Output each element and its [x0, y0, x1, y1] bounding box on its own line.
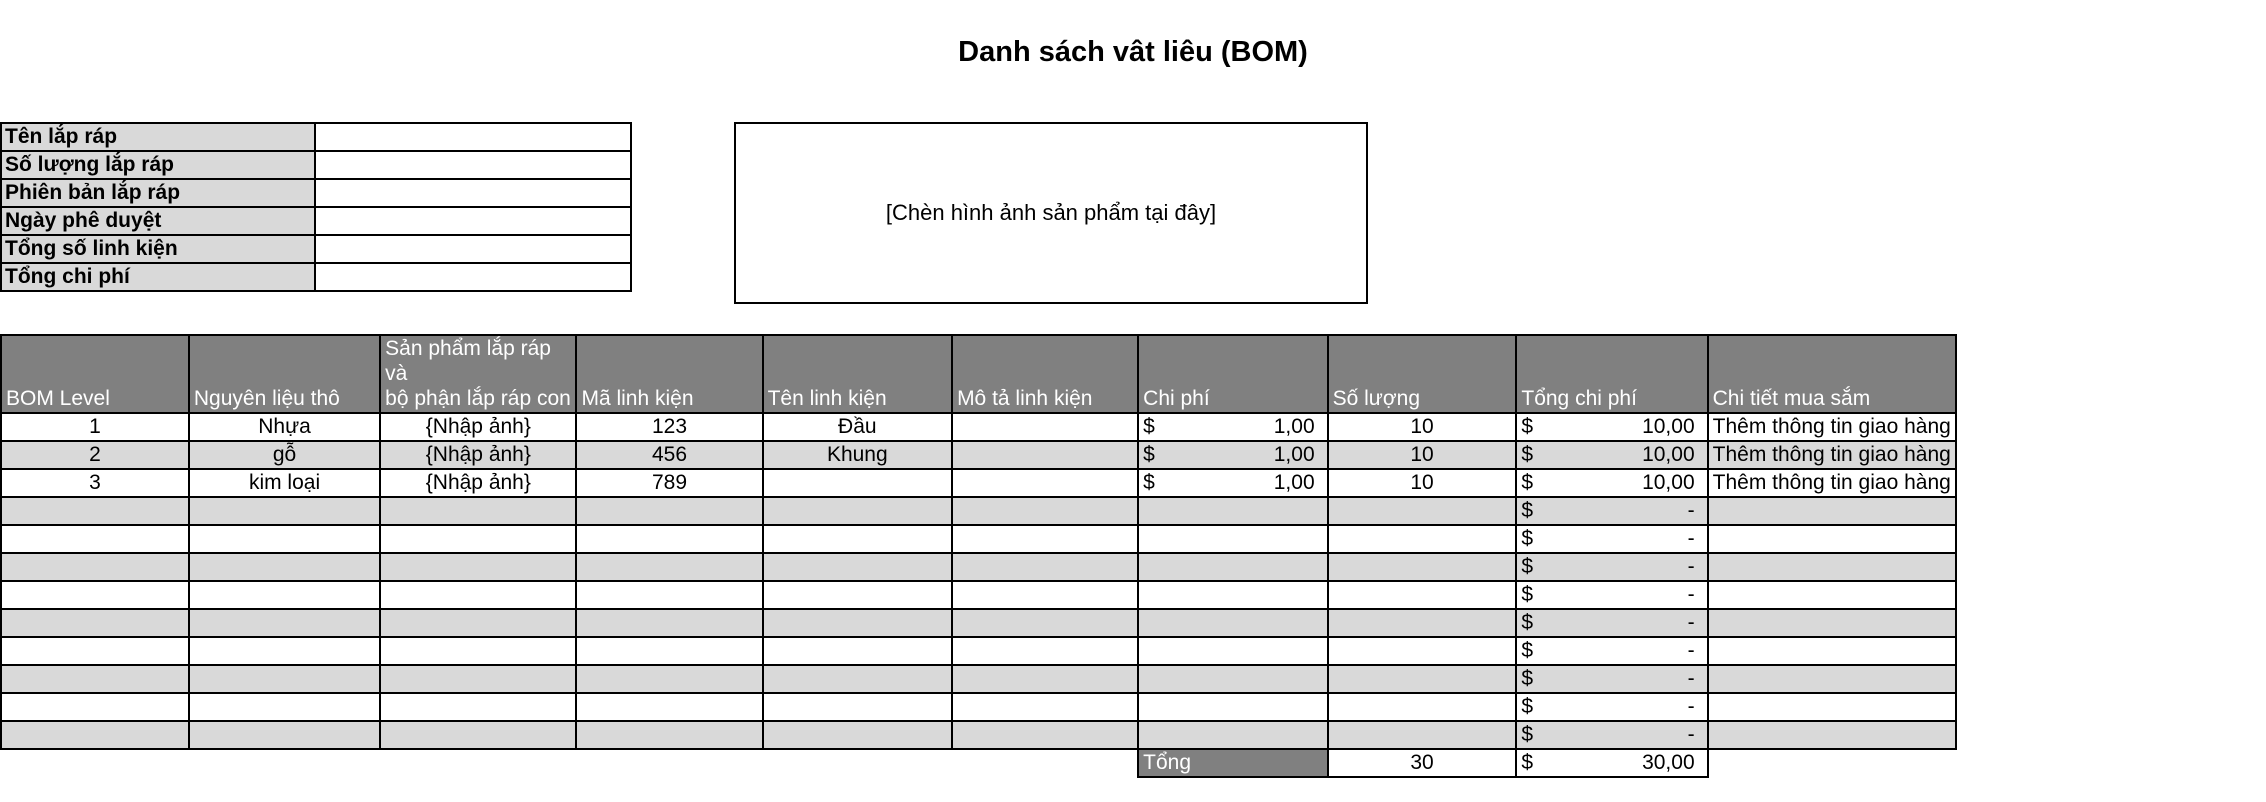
cell-procurement[interactable]	[1708, 637, 1956, 665]
cell-raw-material[interactable]: gỗ	[189, 441, 380, 469]
cell-cost[interactable]	[1138, 693, 1327, 721]
cell-assembly[interactable]: {Nhập ảnh}	[380, 469, 576, 497]
total-value: 10,00	[1642, 443, 1695, 466]
cell-bom-level[interactable]	[1, 497, 189, 525]
image-placeholder-text: [Chèn hình ảnh sản phẩm tại đây]	[885, 200, 1217, 225]
total-currency: $	[1521, 667, 1534, 690]
cell-assembly[interactable]	[380, 637, 576, 665]
table-row	[1, 693, 2265, 721]
total-value: -	[1687, 639, 1695, 662]
cell-total-cost[interactable]	[1516, 553, 1707, 581]
table-row	[1, 609, 2265, 637]
total-wrapper	[1521, 526, 1702, 552]
cell-bom-level[interactable]	[1, 637, 189, 665]
header-part-name: Tên linh kiện	[763, 335, 953, 413]
info-value-cell[interactable]	[315, 235, 631, 263]
cell-raw-material[interactable]	[189, 693, 380, 721]
cell-assembly[interactable]: {Nhập ảnh}	[380, 441, 576, 469]
info-value-cell[interactable]	[315, 263, 631, 291]
info-value-cell[interactable]	[315, 179, 631, 207]
cell-part-description[interactable]	[952, 637, 1138, 665]
totals-label: Tổng	[1138, 749, 1327, 777]
cell-bom-level[interactable]	[1, 693, 189, 721]
cell-part-name[interactable]	[763, 525, 953, 553]
cell-part-name[interactable]: Đầu	[763, 413, 953, 441]
total-wrapper	[1521, 498, 1702, 524]
cost-wrapper	[1143, 414, 1322, 440]
cell-procurement[interactable]	[1708, 609, 1956, 637]
cell-part-number[interactable]: 123	[576, 413, 762, 441]
cell-quantity[interactable]	[1328, 609, 1517, 637]
total-wrapper	[1521, 666, 1702, 692]
total-value: -	[1687, 555, 1695, 578]
cell-part-name[interactable]	[763, 497, 953, 525]
cell-part-description[interactable]	[952, 497, 1138, 525]
header-procurement: Chi tiết mua sắm	[1708, 335, 1956, 413]
cell-cost[interactable]	[1138, 581, 1327, 609]
cell-part-description[interactable]	[952, 525, 1138, 553]
cell-quantity[interactable]: 10	[1328, 441, 1517, 469]
cell-part-number[interactable]	[576, 693, 762, 721]
total-currency: $	[1521, 415, 1534, 438]
total-currency: $	[1521, 611, 1534, 634]
cell-total-cost[interactable]	[1516, 497, 1707, 525]
cell-part-description[interactable]	[952, 609, 1138, 637]
cell-raw-material[interactable]	[189, 525, 380, 553]
cell-procurement[interactable]	[1708, 553, 1956, 581]
cost-currency: $	[1143, 443, 1155, 466]
cell-part-description[interactable]	[952, 469, 1138, 497]
cell-bom-level[interactable]: 1	[1, 413, 189, 441]
cell-procurement[interactable]	[1708, 525, 1956, 553]
cell-cost[interactable]	[1138, 413, 1327, 441]
header-cost: Chi phí	[1138, 335, 1327, 413]
product-image-placeholder[interactable]	[734, 122, 1368, 304]
cell-procurement[interactable]: Thêm thông tin giao hàng	[1708, 441, 1956, 469]
cell-raw-material[interactable]	[189, 581, 380, 609]
cell-assembly[interactable]	[380, 721, 576, 749]
info-row	[1, 235, 631, 263]
totals-spacer	[763, 749, 953, 777]
cost-value: 1,00	[1273, 471, 1315, 494]
cell-total-cost[interactable]	[1516, 525, 1707, 553]
table-row	[1, 581, 2265, 609]
cell-total-cost[interactable]	[1516, 581, 1707, 609]
info-row	[1, 263, 631, 291]
cell-cost[interactable]	[1138, 665, 1327, 693]
cell-assembly[interactable]	[380, 525, 576, 553]
cell-assembly[interactable]	[380, 665, 576, 693]
total-value: -	[1687, 527, 1695, 550]
table-row	[1, 469, 2265, 497]
cell-total-cost[interactable]	[1516, 609, 1707, 637]
cell-part-description[interactable]	[952, 441, 1138, 469]
total-value: 10,00	[1642, 415, 1695, 438]
cell-quantity[interactable]: 10	[1328, 469, 1517, 497]
totals-value: 30,00	[1642, 751, 1695, 774]
info-label: Ngày phê duyệt	[1, 207, 315, 235]
header-part-description: Mô tả linh kiện	[952, 335, 1138, 413]
totals-cost	[1516, 749, 1707, 777]
cell-bom-level[interactable]: 2	[1, 441, 189, 469]
cell-bom-level[interactable]	[1, 665, 189, 693]
cell-cost[interactable]	[1138, 441, 1327, 469]
total-value: -	[1687, 583, 1695, 606]
assembly-info-table	[0, 122, 632, 292]
cell-part-number[interactable]	[576, 525, 762, 553]
cell-part-name[interactable]	[763, 469, 953, 497]
total-wrapper	[1521, 442, 1702, 468]
cell-cost[interactable]	[1138, 721, 1327, 749]
cell-raw-material[interactable]	[189, 609, 380, 637]
cell-part-number[interactable]: 456	[576, 441, 762, 469]
cell-cost[interactable]	[1138, 469, 1327, 497]
info-row	[1, 123, 631, 151]
cell-bom-level[interactable]	[1, 581, 189, 609]
bom-table	[0, 334, 2266, 778]
cell-assembly[interactable]	[380, 693, 576, 721]
header-part-number: Mã linh kiện	[576, 335, 762, 413]
total-wrapper	[1521, 414, 1702, 440]
cell-procurement[interactable]	[1708, 721, 1956, 749]
cell-procurement[interactable]: Thêm thông tin giao hàng	[1708, 469, 1956, 497]
cost-currency: $	[1143, 415, 1155, 438]
cell-bom-level[interactable]: 3	[1, 469, 189, 497]
table-row	[1, 497, 2265, 525]
info-label: Tổng số linh kiện	[1, 235, 315, 263]
cell-part-name[interactable]	[763, 693, 953, 721]
totals-spacer	[380, 749, 576, 777]
total-currency: $	[1521, 471, 1534, 494]
cell-part-name[interactable]	[763, 609, 953, 637]
cell-quantity[interactable]	[1328, 525, 1517, 553]
cell-assembly[interactable]	[380, 553, 576, 581]
totals-spacer	[1708, 749, 1956, 777]
total-value: -	[1687, 723, 1695, 746]
cell-quantity[interactable]	[1328, 497, 1517, 525]
cell-cost[interactable]	[1138, 637, 1327, 665]
table-row	[1, 525, 2265, 553]
table-row	[1, 553, 2265, 581]
info-row	[1, 151, 631, 179]
total-wrapper	[1521, 582, 1702, 608]
cell-raw-material[interactable]	[189, 637, 380, 665]
cost-value: 1,00	[1273, 415, 1315, 438]
bom-header-row	[1, 335, 2265, 413]
cell-assembly[interactable]	[380, 609, 576, 637]
total-value: -	[1687, 499, 1695, 522]
total-currency: $	[1521, 723, 1534, 746]
cell-total-cost[interactable]	[1516, 413, 1707, 441]
cell-part-name[interactable]	[763, 553, 953, 581]
cell-part-number[interactable]	[576, 721, 762, 749]
header-assembly-line1: Sản phẩm lắp ráp và	[385, 337, 551, 385]
cell-procurement[interactable]	[1708, 581, 1956, 609]
cost-wrapper	[1143, 470, 1322, 496]
info-value-cell[interactable]	[315, 123, 631, 151]
cell-quantity[interactable]	[1328, 637, 1517, 665]
total-wrapper	[1521, 694, 1702, 720]
table-row	[1, 721, 2265, 749]
cell-bom-level[interactable]	[1, 553, 189, 581]
total-value: 10,00	[1642, 471, 1695, 494]
total-currency: $	[1521, 499, 1534, 522]
cell-part-description[interactable]	[952, 721, 1138, 749]
cell-total-cost[interactable]	[1516, 637, 1707, 665]
header-bom-level: BOM Level	[1, 335, 189, 413]
cell-bom-level[interactable]	[1, 609, 189, 637]
header-assembly-line2: bộ phận lắp ráp con	[385, 387, 571, 410]
page-title: Danh sách vât liêu (BOM)	[958, 36, 1308, 68]
cell-part-name[interactable]: Khung	[763, 441, 953, 469]
cell-quantity[interactable]	[1328, 665, 1517, 693]
cell-part-description[interactable]	[952, 665, 1138, 693]
info-label: Phiên bản lắp ráp	[1, 179, 315, 207]
cell-total-cost[interactable]	[1516, 441, 1707, 469]
total-wrapper	[1521, 722, 1702, 748]
totals-cost-wrapper	[1521, 750, 1702, 776]
table-row	[1, 637, 2265, 665]
total-wrapper	[1521, 610, 1702, 636]
total-currency: $	[1521, 695, 1534, 718]
cell-procurement[interactable]	[1708, 693, 1956, 721]
total-value: -	[1687, 667, 1695, 690]
cell-part-description[interactable]	[952, 693, 1138, 721]
cell-raw-material[interactable]: Nhựa	[189, 413, 380, 441]
cell-part-name[interactable]	[763, 721, 953, 749]
info-row	[1, 207, 631, 235]
info-value-cell[interactable]	[315, 151, 631, 179]
header-total-cost: Tổng chi phí	[1516, 335, 1707, 413]
cost-wrapper	[1143, 442, 1322, 468]
total-wrapper	[1521, 470, 1702, 496]
header-assembly	[380, 335, 576, 413]
cell-quantity[interactable]	[1328, 553, 1517, 581]
cost-currency: $	[1143, 471, 1155, 494]
cell-part-number[interactable]	[576, 665, 762, 693]
cell-part-number[interactable]	[576, 609, 762, 637]
cell-bom-level[interactable]	[1, 525, 189, 553]
cell-procurement[interactable]	[1708, 497, 1956, 525]
cell-part-number[interactable]: 789	[576, 469, 762, 497]
info-label: Tên lắp ráp	[1, 123, 315, 151]
info-label: Tổng chi phí	[1, 263, 315, 291]
cell-quantity[interactable]	[1328, 581, 1517, 609]
total-value: -	[1687, 695, 1695, 718]
cell-total-cost[interactable]	[1516, 721, 1707, 749]
cell-assembly[interactable]	[380, 497, 576, 525]
total-wrapper	[1521, 554, 1702, 580]
totals-spacer	[952, 749, 1138, 777]
info-row	[1, 179, 631, 207]
cell-part-number[interactable]	[576, 553, 762, 581]
cell-part-description[interactable]	[952, 581, 1138, 609]
cost-value: 1,00	[1273, 443, 1315, 466]
totals-spacer	[1, 749, 189, 777]
total-currency: $	[1521, 555, 1534, 578]
info-label: Số lượng lắp ráp	[1, 151, 315, 179]
cell-part-name[interactable]	[763, 581, 953, 609]
header-quantity: Số lượng	[1328, 335, 1517, 413]
totals-row	[1, 749, 2265, 777]
table-row	[1, 413, 2265, 441]
totals-spacer	[189, 749, 380, 777]
table-row	[1, 441, 2265, 469]
total-wrapper	[1521, 638, 1702, 664]
cell-cost[interactable]	[1138, 553, 1327, 581]
cell-total-cost[interactable]	[1516, 693, 1707, 721]
total-currency: $	[1521, 443, 1534, 466]
totals-spacer	[576, 749, 762, 777]
header-raw-material: Nguyên liệu thô	[189, 335, 380, 413]
cell-quantity[interactable]	[1328, 721, 1517, 749]
cell-raw-material[interactable]	[189, 721, 380, 749]
cell-raw-material[interactable]	[189, 665, 380, 693]
cell-procurement[interactable]	[1708, 665, 1956, 693]
table-row	[1, 665, 2265, 693]
cell-procurement[interactable]: Thêm thông tin giao hàng	[1708, 413, 1956, 441]
cell-assembly[interactable]: {Nhập ảnh}	[380, 413, 576, 441]
cell-cost[interactable]	[1138, 609, 1327, 637]
total-currency: $	[1521, 583, 1534, 606]
cell-total-cost[interactable]	[1516, 665, 1707, 693]
cell-part-number[interactable]	[576, 581, 762, 609]
info-value-cell[interactable]	[315, 207, 631, 235]
cell-part-number[interactable]	[576, 497, 762, 525]
totals-quantity: 30	[1328, 749, 1517, 777]
totals-currency: $	[1521, 751, 1534, 774]
cell-part-description[interactable]	[952, 553, 1138, 581]
cell-total-cost[interactable]	[1516, 469, 1707, 497]
cell-part-description[interactable]	[952, 413, 1138, 441]
cell-raw-material[interactable]	[189, 497, 380, 525]
cell-raw-material[interactable]	[189, 553, 380, 581]
cell-bom-level[interactable]	[1, 721, 189, 749]
cell-quantity[interactable]	[1328, 693, 1517, 721]
cell-part-number[interactable]	[576, 637, 762, 665]
total-currency: $	[1521, 527, 1534, 550]
cell-raw-material[interactable]: kim loại	[189, 469, 380, 497]
total-value: -	[1687, 611, 1695, 634]
cell-cost[interactable]	[1138, 497, 1327, 525]
cell-part-name[interactable]	[763, 665, 953, 693]
total-currency: $	[1521, 639, 1534, 662]
cell-part-name[interactable]	[763, 637, 953, 665]
cell-assembly[interactable]	[380, 581, 576, 609]
cell-quantity[interactable]: 10	[1328, 413, 1517, 441]
cell-cost[interactable]	[1138, 525, 1327, 553]
